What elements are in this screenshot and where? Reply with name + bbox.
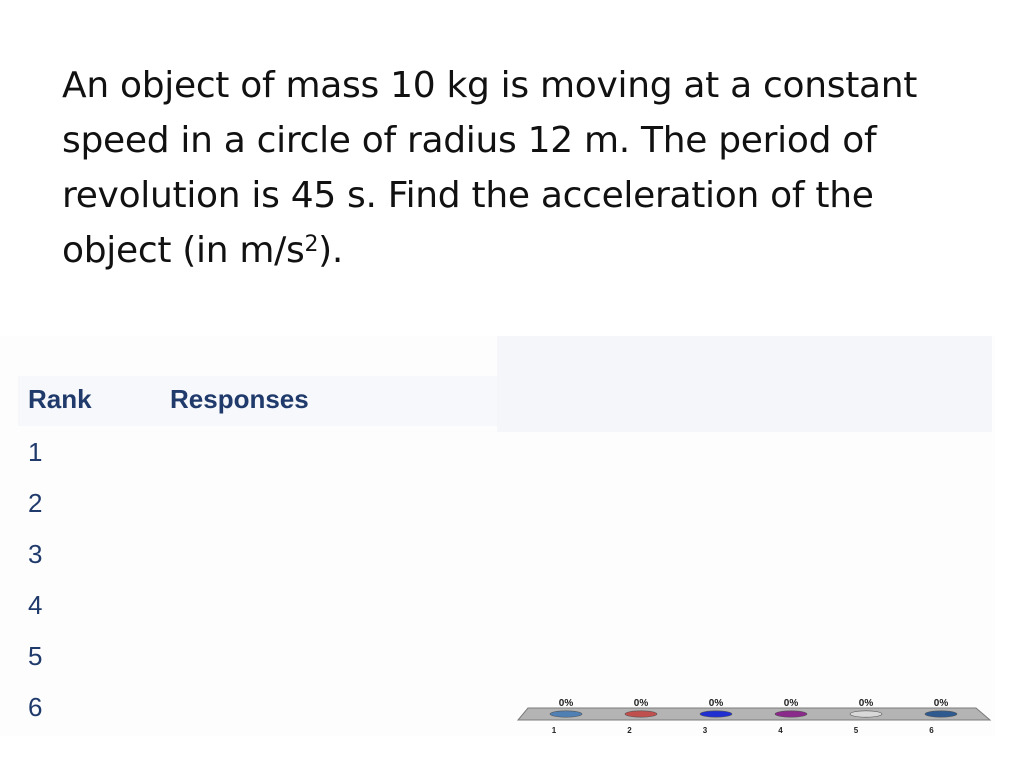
bar-base-3 <box>700 711 732 717</box>
chart-header-band <box>497 336 992 432</box>
data-label-6: 0% <box>933 698 949 709</box>
bar-base-6 <box>925 711 957 717</box>
bar-base-5 <box>850 711 882 717</box>
question-superscript: 2 <box>304 232 319 257</box>
responses-column-header: Responses <box>170 384 309 414</box>
question-text <box>62 58 962 278</box>
data-label-4: 0% <box>783 698 799 709</box>
rank-2: 2 <box>28 488 43 518</box>
tick-label-4: 4 <box>778 726 783 735</box>
question-suffix: ). <box>318 230 344 271</box>
rank-5: 5 <box>28 641 43 671</box>
tick-label-3: 3 <box>702 726 708 735</box>
data-label-3: 0% <box>708 698 724 709</box>
rank-3: 3 <box>28 539 43 569</box>
data-label-5: 0% <box>858 698 874 709</box>
tick-label-2: 2 <box>627 726 632 735</box>
chart-floor <box>518 708 990 720</box>
question-body: An object of mass 10 kg is moving at a constant speed in a circle of radius 12 m. The period of revolution is 45 s. Find the acceleration of the object (in m/s <box>62 65 918 271</box>
bar-base-1 <box>550 711 582 717</box>
data-label-1: 0% <box>558 698 574 709</box>
tick-label-1: 1 <box>551 726 557 735</box>
rank-6: 6 <box>28 692 43 722</box>
rank-column-header: Rank <box>28 384 92 414</box>
response-bar-chart <box>510 690 1000 740</box>
tick-label-6: 6 <box>929 726 934 735</box>
rank-4: 4 <box>28 590 43 620</box>
tick-label-5: 5 <box>853 726 859 735</box>
bar-base-4 <box>775 711 807 717</box>
rank-1: 1 <box>28 437 43 467</box>
bar-base-2 <box>625 711 657 717</box>
data-label-2: 0% <box>633 698 649 709</box>
